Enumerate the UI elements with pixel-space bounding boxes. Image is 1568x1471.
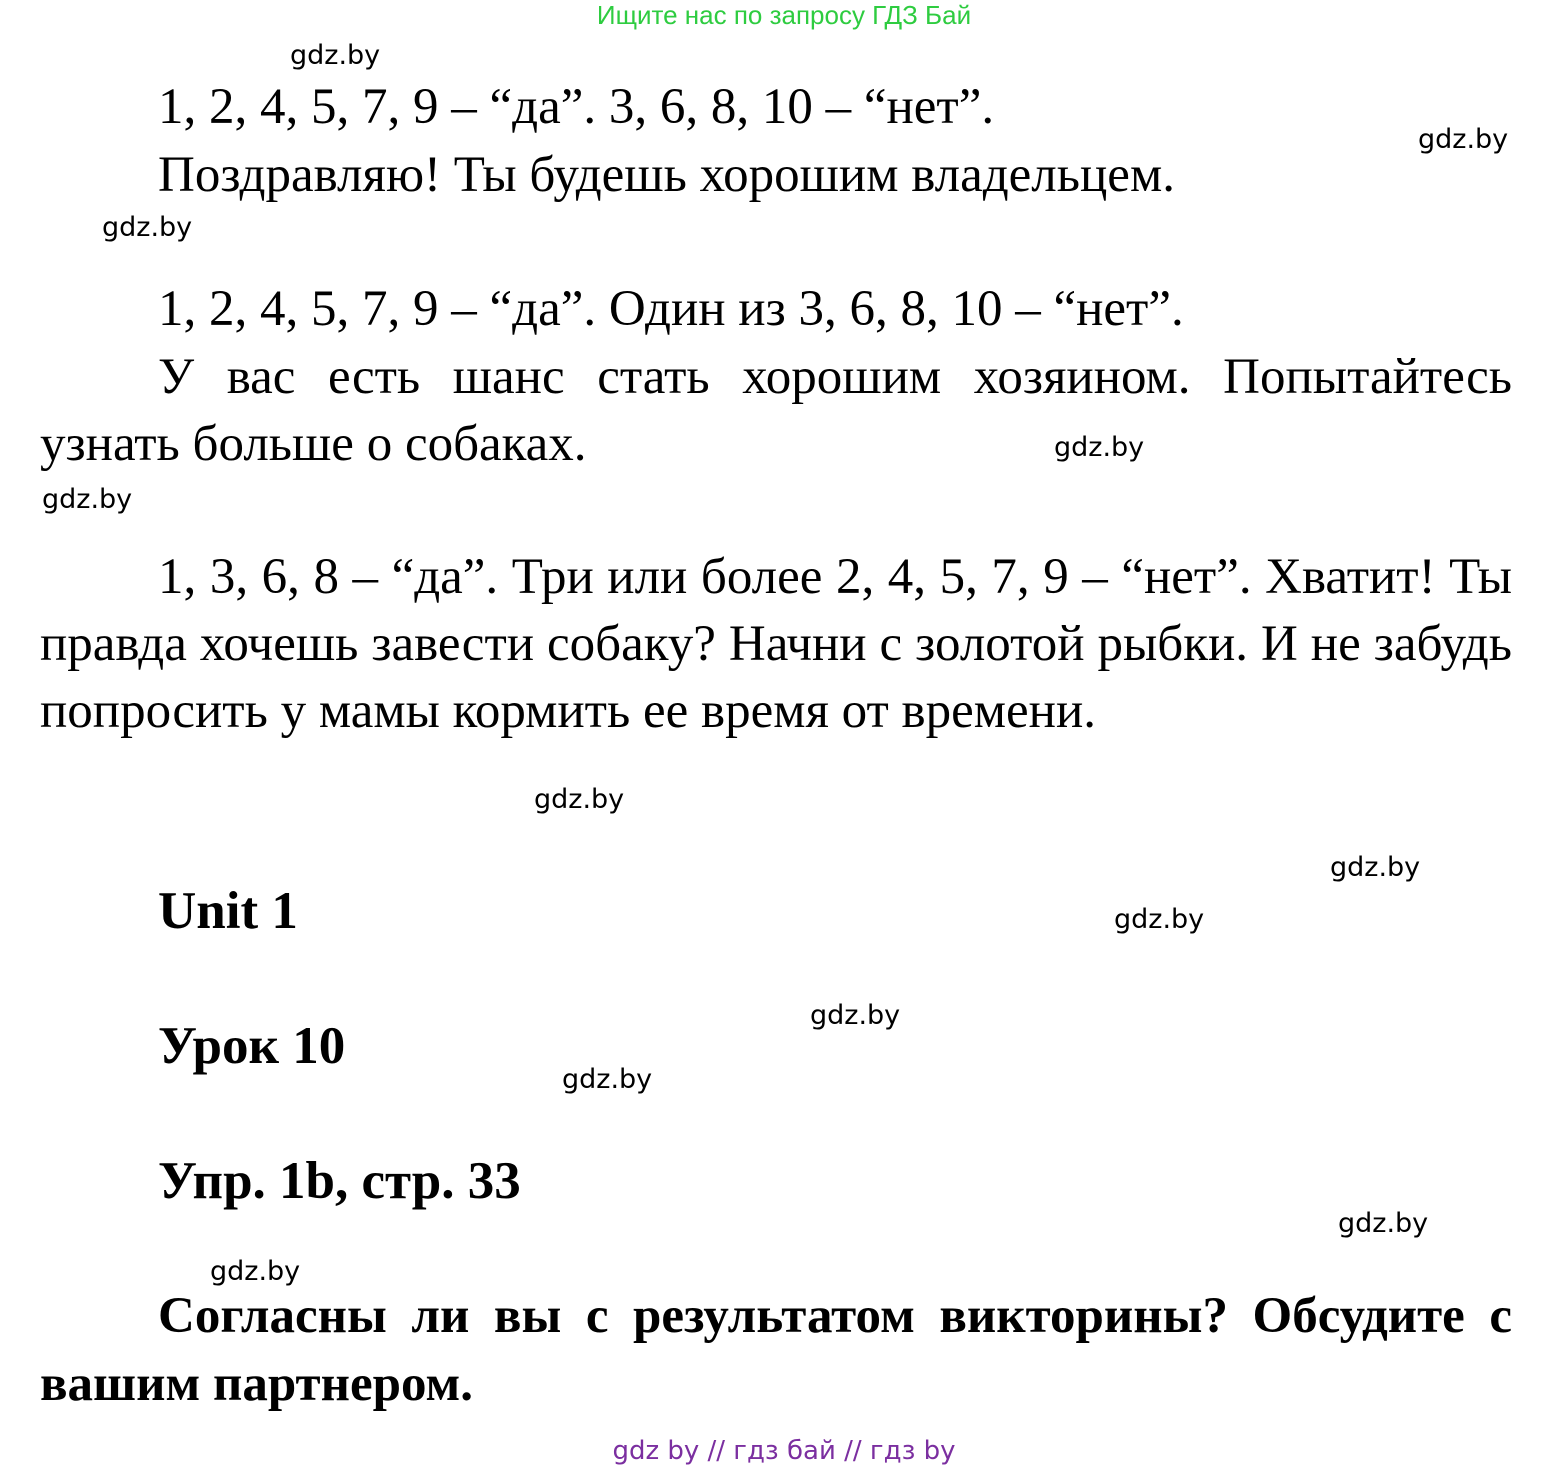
result1-verdict: Поздравляю! Ты будешь хорошим владельцем. — [158, 147, 1175, 203]
task-paragraph: Согласны ли вы с результатом викторины? Обсудите с вашим партнером. — [40, 1288, 1512, 1412]
watermark: gdz.by — [534, 784, 625, 815]
watermark: gdz.by — [210, 1256, 301, 1287]
watermark: gdz.by — [42, 484, 133, 515]
watermark: gdz.by — [810, 1000, 901, 1031]
watermark: gdz.by — [562, 1064, 653, 1095]
result2-verdict: У вас есть шанс стать хорошим хозяином. Попытайтесь узнать больше о собаках. — [40, 349, 1512, 472]
top-banner: Ищите нас по запросу ГДЗ Бай — [596, 0, 972, 30]
watermark: gdz.by — [1054, 432, 1145, 463]
watermark: gdz.by — [1330, 852, 1421, 883]
result1-answers: 1, 2, 4, 5, 7, 9 – “да”. 3, 6, 8, 10 – “нет”. — [158, 79, 995, 135]
watermark: gdz.by — [1114, 904, 1205, 935]
watermark: gdz.by — [290, 40, 381, 71]
watermark: gdz.by — [1338, 1208, 1429, 1239]
exercise-heading: Упр. 1b, стр. 33 — [158, 1152, 521, 1210]
footer-links: gdz by // гдз бай // гдз by — [612, 1436, 956, 1466]
watermark: gdz.by — [102, 212, 193, 243]
watermark: gdz.by — [1418, 124, 1509, 155]
lesson-heading: Урок 10 — [158, 1017, 346, 1075]
result2-answers: 1, 2, 4, 5, 7, 9 – “да”. Один из 3, 6, 8, 10 – “нет”. — [158, 281, 1184, 337]
result3-paragraph: 1, 3, 6, 8 – “да”. Три или более 2, 4, 5, 7, 9 – “нет”. Хватит! Ты правда хочешь завести собаку? Начни с золотой рыбки. И не забудь попросить у мамы кормить ее время от времени. — [40, 549, 1512, 739]
unit-heading: Unit 1 — [158, 882, 298, 940]
